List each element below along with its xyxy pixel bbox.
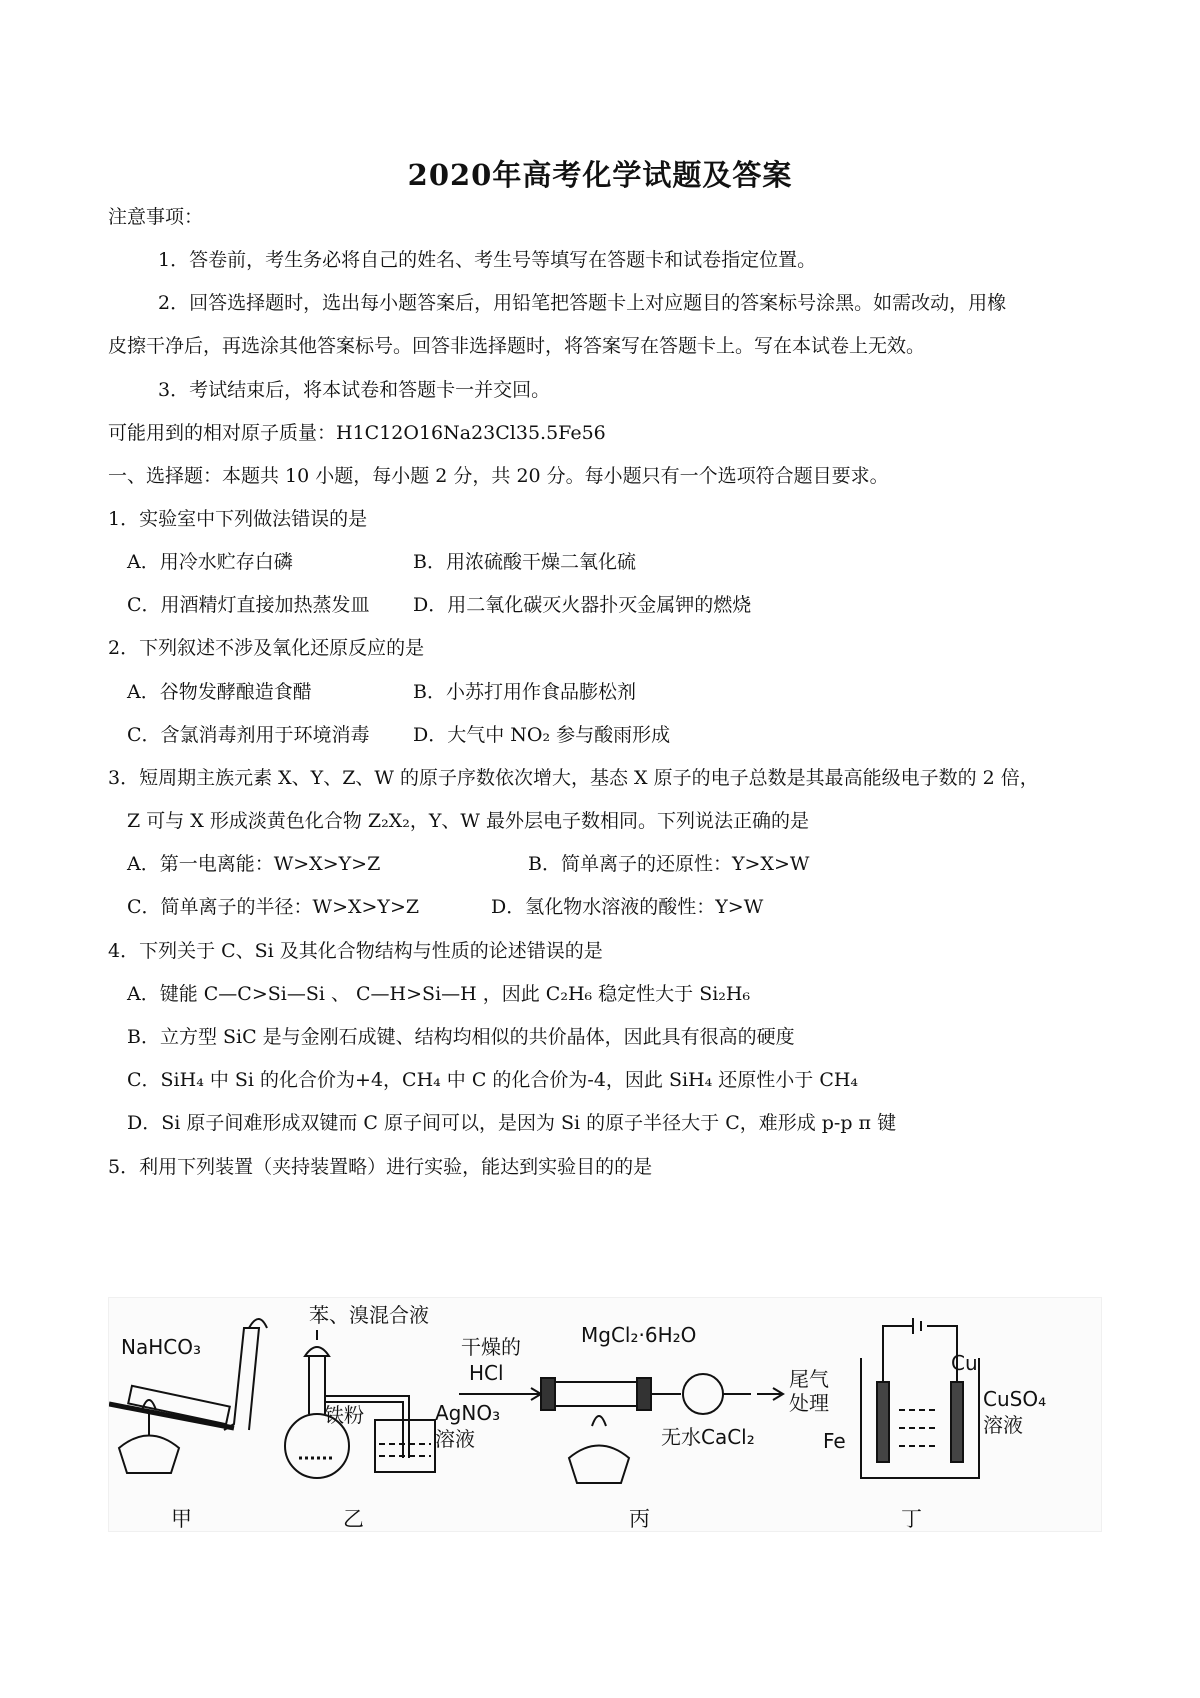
question-2-option-d: D．大气中 NO₂ 参与酸雨形成 <box>413 724 671 746</box>
question-4-option-a: A．键能 C—C>Si—Si 、 C—H>Si—H ，因此 C₂H₆ 稳定性大于 Si₂H₆ <box>127 983 751 1005</box>
notice-item-1: 1．答卷前，考生务必将自己的姓名、考生号等填写在答题卡和试卷指定位置。 <box>158 249 817 271</box>
question-1-option-b: B．用浓硫酸干燥二氧化硫 <box>413 551 636 573</box>
apparatus-figure <box>108 1297 1102 1532</box>
question-4-stem: 4．下列关于 C、Si 及其化合物结构与性质的论述错误的是 <box>108 940 603 962</box>
label-tail-gas-2: 处理 <box>789 1391 829 1415</box>
question-3-stem-line-2: Z 可与 X 形成淡黄色化合物 Z₂X₂，Y、W 最外层电子数相同。下列说法正确的是 <box>127 810 809 832</box>
question-4-option-c: C．SiH₄ 中 Si 的化合价为+4，CH₄ 中 C 的化合价为-4，因此 SiH₄ 还原性小于 CH₄ <box>127 1069 859 1091</box>
fe-electrode-icon <box>877 1382 889 1462</box>
question-3-option-a: A．第一电离能：W>X>Y>Z <box>127 853 381 875</box>
question-3-option-c: C．简单离子的半径：W>X>Y>Z <box>127 896 420 918</box>
label-solution-1: 溶液 <box>435 1427 475 1451</box>
question-3-stem-line-1: 3．短周期主族元素 X、Y、Z、W 的原子序数依次增大，基态 X 原子的电子总数是其最高能级电子数的 2 倍， <box>108 767 1039 789</box>
question-3-option-d: D．氢化物水溶液的酸性：Y>W <box>491 896 764 918</box>
question-5-stem: 5．利用下列装置（夹持装置略）进行实验，能达到实验目的的是 <box>108 1156 653 1178</box>
label-cuso4: CuSO₄ <box>983 1387 1047 1411</box>
apparatus-jia <box>109 1319 267 1531</box>
question-3-option-b: B．简单离子的还原性：Y>X>W <box>528 853 810 875</box>
apparatus-ding <box>823 1318 1046 1531</box>
label-dry-hcl-2: HCl <box>469 1361 504 1385</box>
page-title: 2020年高考化学试题及答案 <box>407 158 793 192</box>
label-fe: Fe <box>823 1429 846 1453</box>
question-1-option-a: A．用冷水贮存白磷 <box>127 551 293 573</box>
label-solution-2: 溶液 <box>983 1413 1023 1437</box>
label-jia: 甲 <box>171 1507 192 1531</box>
section-heading: 一、选择题：本题共 10 小题，每小题 2 分，共 20 分。每小题只有一个选项符合题目要求。 <box>108 465 889 487</box>
notice-heading: 注意事项： <box>108 206 204 228</box>
label-dry-hcl-1: 干燥的 <box>461 1335 521 1359</box>
dropping-funnel-icon <box>305 1347 329 1356</box>
question-1-option-c: C．用酒精灯直接加热蒸发皿 <box>127 594 370 616</box>
question-1-stem: 1．实验室中下列做法错误的是 <box>108 508 368 530</box>
question-4-option-b: B．立方型 SiC 是与金刚石成键、结构均相似的共价晶体，因此具有很高的硬度 <box>127 1026 795 1048</box>
apparatus-bing <box>459 1323 829 1531</box>
label-cu: Cu <box>951 1351 978 1375</box>
label-agno3: AgNO₃ <box>435 1401 501 1425</box>
question-2-option-c: C．含氯消毒剂用于环境消毒 <box>127 724 370 746</box>
label-iron-powder: 铁粉 <box>324 1403 364 1427</box>
notice-item-2-line-1: 2．回答选择题时，选出每小题答案后，用铅笔把答题卡上对应题目的答案标号涂黑。如需改动，用橡 <box>158 292 1007 314</box>
label-yi: 乙 <box>343 1507 364 1531</box>
label-cacl2: 无水CaCl₂ <box>661 1425 755 1449</box>
question-2-option-a: A．谷物发酵酿造食醋 <box>127 681 312 703</box>
label-ding: 丁 <box>901 1507 922 1531</box>
cu-electrode-icon <box>951 1382 963 1462</box>
flame-icon <box>592 1416 606 1426</box>
alcohol-lamp-icon <box>569 1446 629 1484</box>
label-tail-gas-1: 尾气 <box>789 1367 829 1391</box>
question-4-option-d: D．Si 原子间难形成双键而 C 原子间可以，是因为 Si 的原子半径大于 C，难形成 p-p π 键 <box>127 1112 897 1134</box>
question-2-stem: 2．下列叙述不涉及氧化还原反应的是 <box>108 637 425 659</box>
alcohol-lamp-icon <box>119 1436 179 1474</box>
notice-item-2-line-2: 皮擦干净后，再选涂其他答案标号。回答非选择题时，将答案写在答题卡上。写在本试卷上无效。 <box>108 335 926 357</box>
label-mgcl2: MgCl₂·6H₂O <box>581 1323 697 1347</box>
label-benzene-bromine: 苯、溴混合液 <box>309 1303 429 1327</box>
drying-tube-icon <box>683 1374 723 1414</box>
beaker-icon <box>375 1420 435 1472</box>
tube-icon <box>541 1382 651 1406</box>
notice-item-3: 3．考试结束后，将本试卷和答题卡一并交回。 <box>158 379 551 401</box>
label-nahco3: NaHCO₃ <box>121 1335 201 1359</box>
atomic-masses: 可能用到的相对原子质量：H1C12O16Na23Cl35.5Fe56 <box>108 422 606 444</box>
question-2-option-b: B．小苏打用作食品膨松剂 <box>413 681 636 703</box>
question-1-option-d: D．用二氧化碳灭火器扑灭金属钾的燃烧 <box>413 594 752 616</box>
label-bing: 丙 <box>629 1507 650 1531</box>
